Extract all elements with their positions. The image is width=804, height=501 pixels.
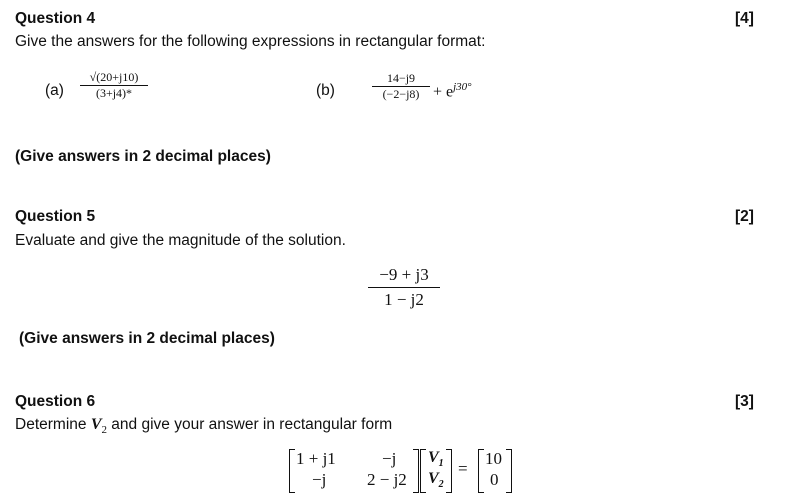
vector-v1-letter: V <box>428 449 439 466</box>
vector-v2-letter: V <box>428 470 439 487</box>
question-6-variable-sub: 2 <box>101 424 107 437</box>
question-5-numerator: −9 + j3 <box>379 265 429 284</box>
question-4-marks: [4] <box>735 10 754 27</box>
part-b-exp-term <box>433 81 472 101</box>
question-5-marks: [2] <box>735 208 754 225</box>
question-4-title: Question 4 <box>15 10 96 27</box>
question-4-instruction: Give the answers for the following expressions in rectangular format: <box>15 33 486 50</box>
question-5-denominator: 1 − j2 <box>384 290 424 309</box>
part-b-denominator: (−2−j8) <box>382 87 420 101</box>
equals-sign: = <box>458 459 468 478</box>
question-5-title: Question 5 <box>15 208 96 225</box>
matrix-m11: 1 + j1 <box>296 449 336 468</box>
part-a-fraction <box>80 70 148 101</box>
vector-left-bracket <box>420 449 426 493</box>
matrix-right-bracket <box>413 449 419 493</box>
vector-v2-sub: 2 <box>438 479 444 491</box>
question-5-fraction-bar <box>368 287 440 288</box>
part-b-label: (b) <box>316 82 335 99</box>
question-4-note: (Give answers in 2 decimal places) <box>15 148 271 165</box>
vector-v1 <box>428 449 444 469</box>
result-right-bracket <box>506 449 512 493</box>
part-a-denominator: (3+j4)* <box>95 86 133 100</box>
question-6-marks: [3] <box>735 393 754 410</box>
question-6-variable: V <box>90 416 102 433</box>
question-5-instruction: Evaluate and give the magnitude of the solution. <box>15 232 346 249</box>
question-5-fraction <box>368 265 440 310</box>
part-a-label: (a) <box>45 82 64 99</box>
matrix-left-bracket <box>289 449 295 493</box>
result-r1: 10 <box>485 449 502 468</box>
part-b-exponent: j30° <box>453 81 472 93</box>
part-b-plus-e: + e <box>433 83 454 101</box>
vector-right-bracket <box>446 449 452 493</box>
matrix-m21: −j <box>312 470 327 489</box>
part-b-numerator: 14−j9 <box>386 71 416 85</box>
matrix-m12: −j <box>382 449 397 468</box>
question-6-title: Question 6 <box>15 393 96 410</box>
question-6-instruction-pre: Determine <box>15 416 91 433</box>
part-a-numerator: √(20+j10) <box>89 70 139 84</box>
vector-v1-sub: 1 <box>438 458 444 470</box>
question-6-instruction <box>15 416 392 436</box>
part-b-fraction <box>372 71 430 102</box>
question-5-note: (Give answers in 2 decimal places) <box>19 330 275 347</box>
question-6-instruction-post: and give your answer in rectangular form <box>106 416 393 433</box>
result-r2: 0 <box>490 470 499 489</box>
matrix-m22: 2 − j2 <box>367 470 407 489</box>
vector-v2 <box>428 470 444 490</box>
result-left-bracket <box>478 449 484 493</box>
